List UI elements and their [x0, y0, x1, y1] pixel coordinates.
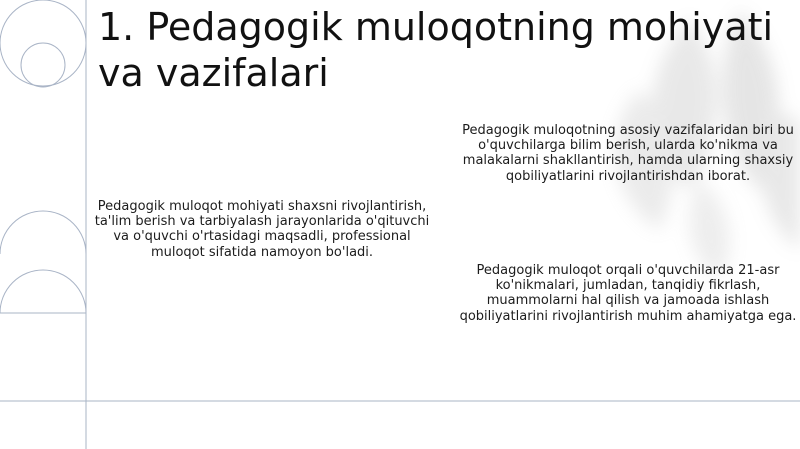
large-circle-outline	[0, 0, 86, 86]
arch-upper	[0, 211, 86, 254]
paragraph-main-tasks: Pedagogik muloqotning asosiy vazifalaridan biri bu o'quvchilarga bilim berish, ularda ko'nikma va malakalarni shakllantirish, hamda ularning shaxsiy qobiliyatlarini rivojlantirishdan iborat.	[462, 123, 794, 184]
paragraph-essence: Pedagogik muloqot mohiyati shaxsni rivojlantirish, ta'lim berish va tarbiyalash jarayonlarida o'qituvchi va o'quvchi o'rtasidagi maqsadli, professional muloqot sifatida namoyon bo'ladi.	[94, 199, 430, 260]
paragraph-21st-century-skills: Pedagogik muloqot orqali o'quvchilarda 21-asr ko'nikmalari, jumladan, tanqidiy fikrlash, muammolarni hal qilish va jamoada ishlash qobiliyatlarini rivojlantirish muhim ahamiyatga ega.	[459, 263, 797, 324]
arch-lower	[0, 270, 86, 313]
slide-title: 1. Pedagogik muloqotning mohiyati va vazifalari	[98, 5, 774, 95]
small-circle-outline	[21, 43, 65, 87]
